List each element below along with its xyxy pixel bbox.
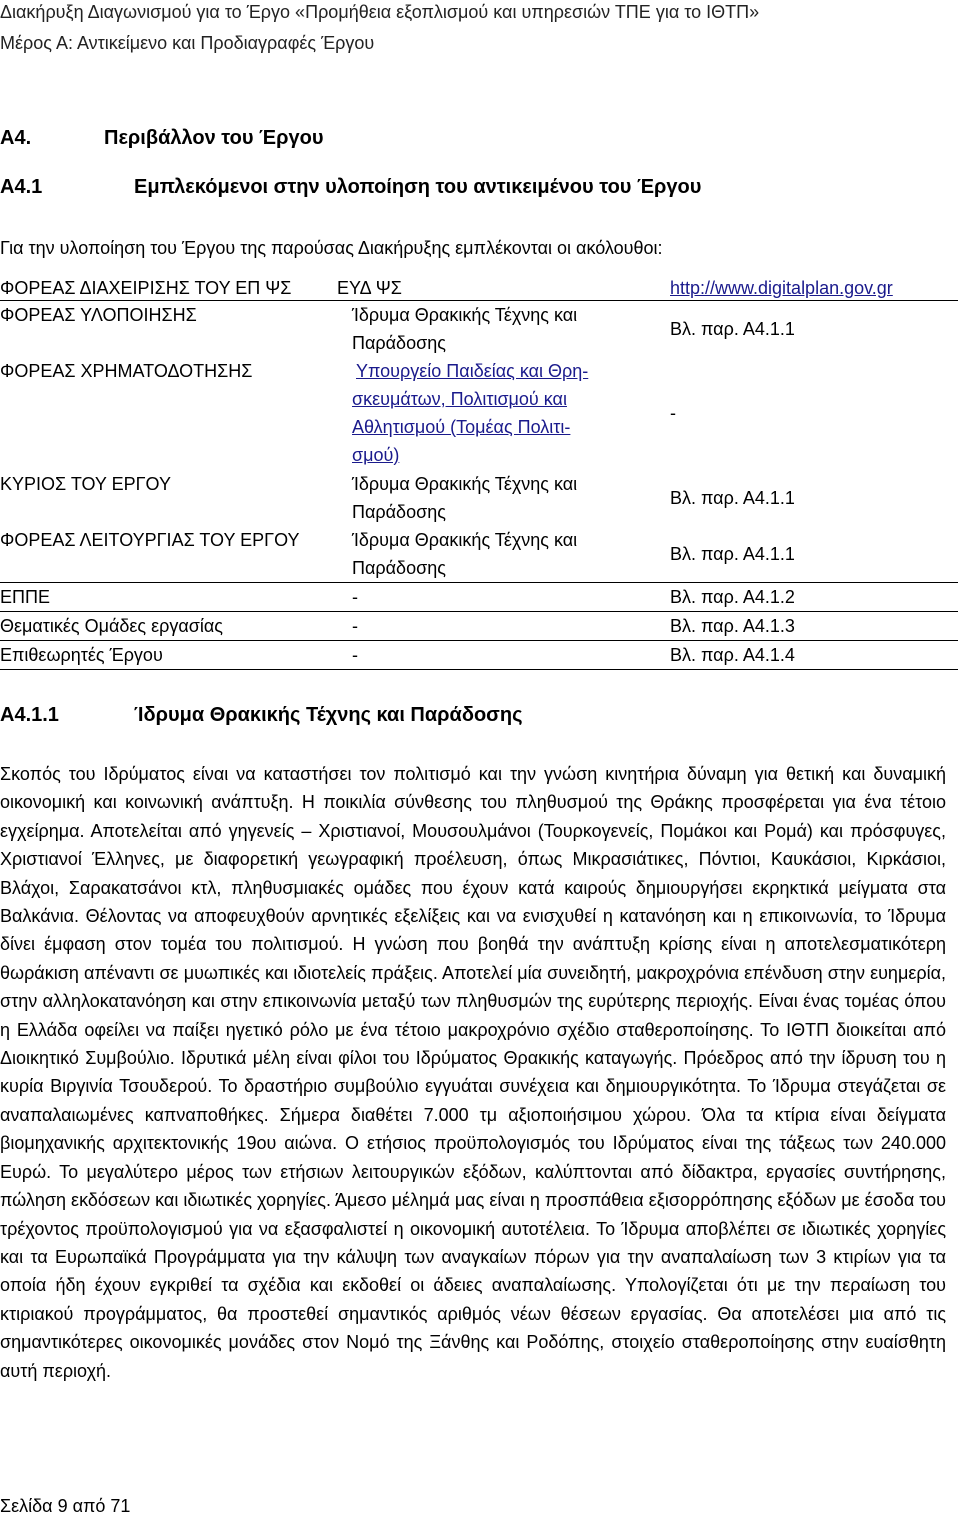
- intro-text: Για την υλοποίηση του Έργου της παρούσας Διακήρυξης εμπλέκονται οι ακόλουθοι:: [0, 238, 663, 258]
- body-paragraph: Σκοπός του Ιδρύματος είναι να καταστήσει τον πολιτισμό και την γνώση κινητήρια δύναμη για θετική και δυναμική οικονομική και κοινωνική ανάπτυξη. Η ποικιλία σύνθεσης του πληθυσμού της Θράκης προσφέρεται για ένα τέτοιο εγχείρημα. Αποτελείται από γηγενείς – Χριστιανοί, Μουσουλμάνοι (Τουρκογενείς, Πομάκοι και Ρομά) και πρόσφυγες, Χριστιανοί Έλληνες, με διαφορετική γεωγραφική προέλευση, όπως Μικρασιάτικες, Πόντιοι, Καυκάσιοι, Κιρκάσιοι, Βλάχοι, Σαρακατσάνοι κτλ, πληθυσμιακές ομάδες που έχουν κατά καιρούς δημιουργήσει εκρηκτικά μείγματα στα Βαλκάνια. Θέλοντας να αποφευχθούν αρνητικές εξελίξεις και να ενισχυθεί η κατανόηση και η επικοινωνία, το Ίδρυμα δίνει έμφαση στον τομέα του πολιτισμού. Η γνώση που βοηθά την ανάπτυξη κρίσης είναι η αποτελεσματικότερη θωράκιση απέναντι σε μυωπικές και ιδιοτελείς πράξεις. Αποτελεί μία συνειδητή, μακροχρόνια επένδυση στην ευημερία, στην αλληλοκατανόηση και στην επικοινωνία μεταξύ των πληθυσμών της ευρύτερης περιοχής. Είναι ένας τομέας όπου η Ελλάδα οφείλει να παίξει ηγετικό ρόλο με ένα τέτοιο μακροχρόνιο σχέδιο σταθεροποίησης. Το ΙΘΤΠ διοικείται από Διοικητικό Συμβούλιο. Ιδρυτικά μέλη είναι φίλοι του Ιδρύματος Θρακικής καταγωγής. Πρόεδρος από την ίδρυση του η κυρία Βιργινία Τσουδερού. Το δραστήριο συμβούλιο εγγυάται συνέχεια και δημιουργικότητα. Το Ίδρυμα στεγάζεται σε αναπαλαιωμένες καπναποθήκες. Σήμερα διαθέτει 7.000 τμ αξιοποιήσιμου χώρου. Όλα τα κτίρια είναι δείγματα βιομηχανικής αρχιτεκτονικής 19ου αιώνα. Ο ετήσιος προϋπολογισμός του Ιδρύματος είναι της τάξεως των 240.000 Ευρώ. Το μεγαλύτερο μέρος των ετήσιων λειτουργικών εξόδων, καλύπτονται από δίδακτρα, εργασίες συντήρησης, πώληση εκδόσεων και ιδιωτικές χορηγίες. Άμεσο μέλημά μας είναι η προσπάθεια εξισορρόπησης εξόδων με έσοδα του τρέχοντος προϋπολογισμού για να εξασφαλιστεί η οικονομική αυτοτέλεια. Το Ίδρυμα αποβλέπει σε ιδιωτικές χορηγίες και τα Ευρωπαϊκά Προγράμματα για την κάλυψη των αναγκαίων πόρων για την αναπαλαίωση των 3 κτιρίων για τα οποία ήδη έχουν εγκριθεί τα σχέδια και εκδοθεί οι άδειες αναπαλαίωσης. Υπολογίζεται ότι με την περαίωση του κτιριακού προγράμματος, θα προστεθεί σημαντικός αριθμός νέων θέσεων εργασίας. Θα αποτελέσει μια από τις σημαντικότερες οικονομικές μονάδες στον Νομό της Ξάνθης και Ροδόπης, στοιχείο σταθεροποίησης στην ευαίσθητη αυτή περιοχή.: [0, 764, 946, 1381]
- section-number: Α4.: [0, 127, 32, 149]
- table-cell-ref: Βλ. παρ. Α4.1.3: [670, 616, 795, 636]
- table-cell-entity[interactable]: σκευμάτων, Πολιτισμού και: [352, 389, 567, 409]
- table-cell-role: ΦΟΡΕΑΣ ΥΛΟΠΟΙΗΣΗΣ: [0, 305, 197, 325]
- table-cell-entity: -: [352, 616, 358, 636]
- table-cell-role: ΦΟΡΕΑΣ ΧΡΗΜΑΤΟΔΟΤΗΣΗΣ: [0, 361, 253, 381]
- table-cell-ref: Βλ. παρ. Α4.1.2: [670, 587, 795, 607]
- table-cell-role: ΦΟΡΕΑΣ ΔΙΑΧΕΙΡΙΣΗΣ ΤΟΥ ΕΠ ΨΣ: [0, 278, 292, 298]
- table-cell-entity[interactable]: Αθλητισμού (Τομέας Πολιτι-: [352, 417, 571, 437]
- table-cell-ref: Βλ. παρ. Α4.1.4: [670, 645, 795, 665]
- table-cell-entity[interactable]: σμού): [352, 445, 400, 465]
- table-cell-role: Επιθεωρητές Έργου: [0, 645, 163, 665]
- table-cell-entity: ΕΥΔ ΨΣ: [337, 278, 402, 298]
- page-number: Σελίδα 9 από 71: [0, 1496, 131, 1516]
- table-divider: [0, 582, 958, 583]
- subsubsection-heading: [0, 704, 900, 734]
- table-cell-entity[interactable]: Υπουργείο Παιδείας και Θρη-: [356, 361, 589, 381]
- subsubsection-number: Α4.1.1: [0, 704, 59, 726]
- table-cell-entity: Παράδοσης: [352, 558, 446, 578]
- table-cell-role: ΦΟΡΕΑΣ ΛΕΙΤΟΥΡΓΙΑΣ ΤΟΥ ΕΡΓΟΥ: [0, 530, 300, 550]
- table-cell-entity: -: [352, 645, 358, 665]
- section-heading: [0, 127, 900, 157]
- table-cell-entity: Παράδοσης: [352, 333, 446, 353]
- table-cell-ref: Βλ. παρ. Α4.1.1: [670, 488, 795, 508]
- table-cell-entity: Παράδοσης: [352, 502, 446, 522]
- table-cell-entity: Ίδρυμα Θρακικής Τέχνης και: [352, 474, 578, 494]
- table-cell-entity: Ίδρυμα Θρακικής Τέχνης και: [352, 530, 578, 550]
- table-cell-entity: -: [352, 587, 358, 607]
- table-cell-ref: -: [670, 403, 676, 423]
- table-divider: [0, 669, 958, 670]
- table-cell-role: ΚΥΡΙΟΣ ΤΟΥ ΕΡΓΟΥ: [0, 474, 171, 494]
- header-title: Διακήρυξη Διαγωνισμού για το Έργο «Προμήθεια εξοπλισμού και υπηρεσιών ΤΠΕ για το ΙΘΤΠ»: [0, 2, 760, 22]
- subsection-heading: [0, 176, 900, 206]
- table-cell-role: Θεματικές Ομάδες εργασίας: [0, 616, 223, 636]
- subsection-title: Εμπλεκόμενοι στην υλοποίηση του αντικειμένου του Έργου: [134, 176, 702, 198]
- table-cell-ref: Βλ. παρ. Α4.1.1: [670, 319, 795, 339]
- table-cell-entity: Ίδρυμα Θρακικής Τέχνης και: [352, 305, 578, 325]
- table-cell-role: ΕΠΠΕ: [0, 587, 51, 607]
- subsection-number: Α4.1: [0, 176, 43, 198]
- table-cell-ref: Βλ. παρ. Α4.1.1: [670, 544, 795, 564]
- section-title: Περιβάλλον του Έργου: [104, 127, 324, 149]
- subsubsection-title: Ίδρυμα Θρακικής Τέχνης και Παράδοσης: [134, 704, 523, 726]
- digitalplan-link[interactable]: http://www.digitalplan.gov.gr: [670, 278, 893, 298]
- header-subtitle: Μέρος Α: Αντικείμενο και Προδιαγραφές Έργου: [0, 33, 375, 53]
